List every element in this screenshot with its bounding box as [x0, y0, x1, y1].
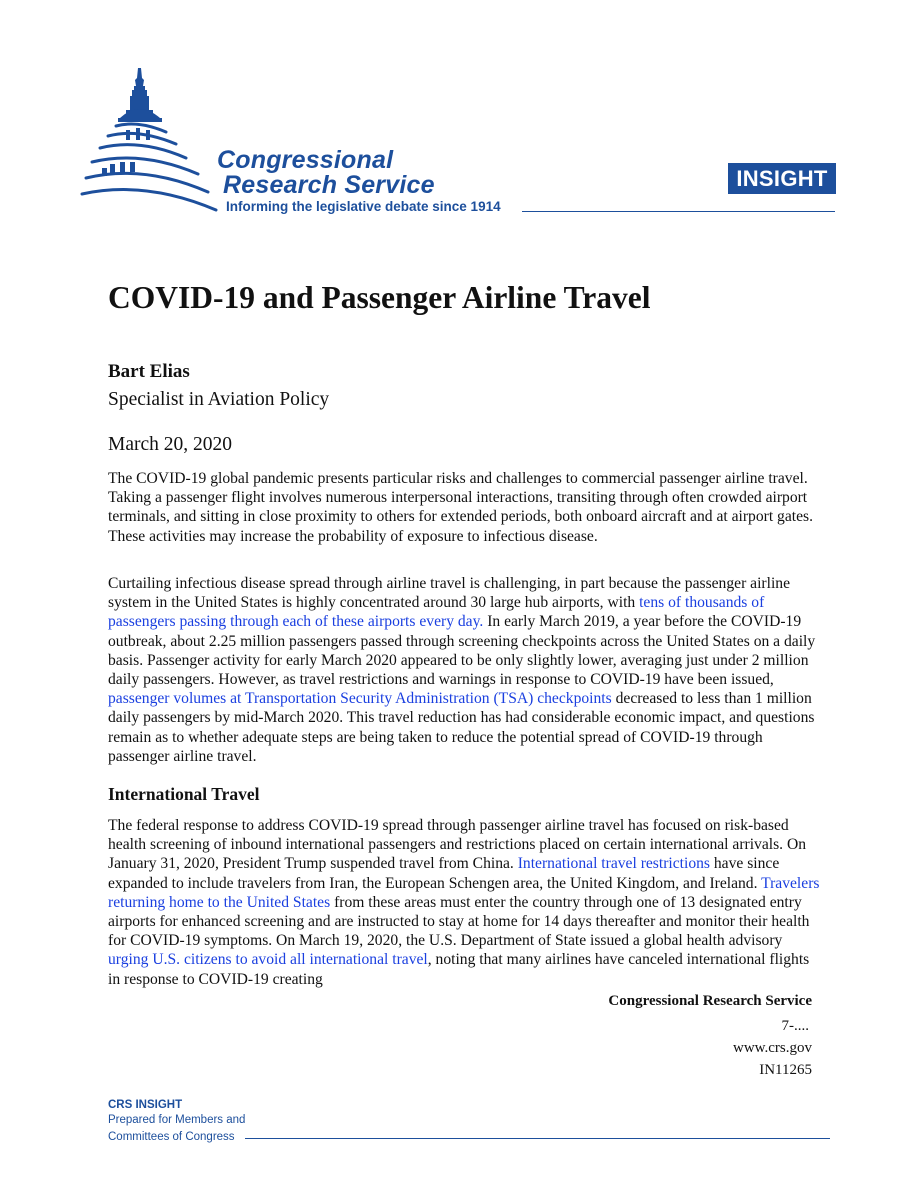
- paragraph-international-travel: [108, 816, 820, 989]
- author-role: Specialist in Aviation Policy: [108, 389, 330, 410]
- document-title: COVID-19 and Passenger Airline Travel: [108, 280, 651, 315]
- paragraph-text: , noting that many airlines have canceled international flights in response to COVID-19 creating: [108, 951, 810, 988]
- org-name-line2: Research Service: [223, 171, 435, 199]
- paragraph-text: Curtailing infectious disease spread through airline travel is challenging, in part because the passenger airline system in the United States is highly concentrated around 30 large hub airports, with: [108, 575, 790, 612]
- paragraph-text: have since expanded to include travelers from Iran, the European Schengen area, the United Kingdom, and Ireland.: [108, 855, 780, 892]
- crs-insight-label: CRS INSIGHT: [108, 1099, 183, 1111]
- paragraph-text: In early March 2019, a year before the COVID-19 outbreak, about 2.25 million passengers passed through screening checkpoints across the United States on a daily basis. Passenger activity for early March 2020 appeared to be only slightly lower, averaging just under 2 million daily passengers. However, as travel restrictions and warnings in response to COVID-19 have been issued,: [108, 613, 816, 689]
- section-heading-international-travel: International Travel: [108, 784, 260, 804]
- org-tagline: Informing the legislative debate since 1914: [226, 199, 501, 214]
- link-tens-of-thousands-passengers[interactable]: tens of thousands of passengers passing through each of these airports every day.: [108, 594, 765, 631]
- link-tsa-checkpoint-volumes[interactable]: passenger volumes at Transportation Security Administration (TSA) checkpoints: [108, 690, 612, 708]
- paragraph-intro: The COVID-19 global pandemic presents particular risks and challenges to commercial passenger airline travel. Taking a passenger flight involves numerous interpersonal interactions, transiting through often crowded airport terminals, and sitting in close proximity to others for extended periods, both onboard aircraft and at airport gates. These activities may increase the probability of exposure to infectious disease.: [108, 470, 813, 545]
- paragraph-text: decreased to less than 1 million daily passengers by mid-March 2020. This travel reduction has had considerable economic impact, and questions remain as to whether adequate steps are being taken to reduce the potential spread of COVID-19 through passenger airline travel.: [108, 690, 815, 765]
- paragraph-hub-airports: [108, 574, 820, 766]
- footer-report-id: IN11265: [759, 1062, 812, 1078]
- paragraph-text: from these areas must enter the country through one of 13 designated entry airports for enhanced screening and are instructed to stay at home for 14 days thereafter and monitor their health for COVID-19 symptoms. On March 19, 2020, the U.S. Department of State issued a global health advisory: [108, 893, 810, 950]
- footer-website: www.crs.gov: [732, 1040, 812, 1056]
- footer-report-code: 7-....: [781, 1018, 809, 1034]
- link-avoid-international-travel[interactable]: urging U.S. citizens to avoid all international travel: [108, 951, 428, 969]
- prepared-for-line1: Prepared for Members and: [108, 1114, 246, 1126]
- org-name-line1: Congressional: [217, 146, 394, 174]
- link-international-travel-restrictions[interactable]: International travel restrictions: [517, 855, 710, 873]
- footer-divider: [245, 1138, 830, 1139]
- link-travelers-returning-home[interactable]: Travelers returning home to the United States: [108, 874, 820, 911]
- crs-capitol-dome-logo: [80, 64, 220, 219]
- paragraph-text: The federal response to address COVID-19 spread through passenger airline travel has focused on risk-based health screening of inbound international passengers and restrictions placed on certain international arrivals. On January 31, 2020, President Trump suspended travel from China.: [108, 817, 807, 873]
- footer-org-name: Congressional Research Service: [608, 993, 812, 1009]
- author-name: Bart Elias: [108, 361, 190, 382]
- insight-badge: INSIGHT: [728, 163, 836, 194]
- header-divider: [522, 211, 835, 212]
- publication-date: March 20, 2020: [108, 434, 233, 455]
- prepared-for-line2: Committees of Congress: [108, 1131, 235, 1143]
